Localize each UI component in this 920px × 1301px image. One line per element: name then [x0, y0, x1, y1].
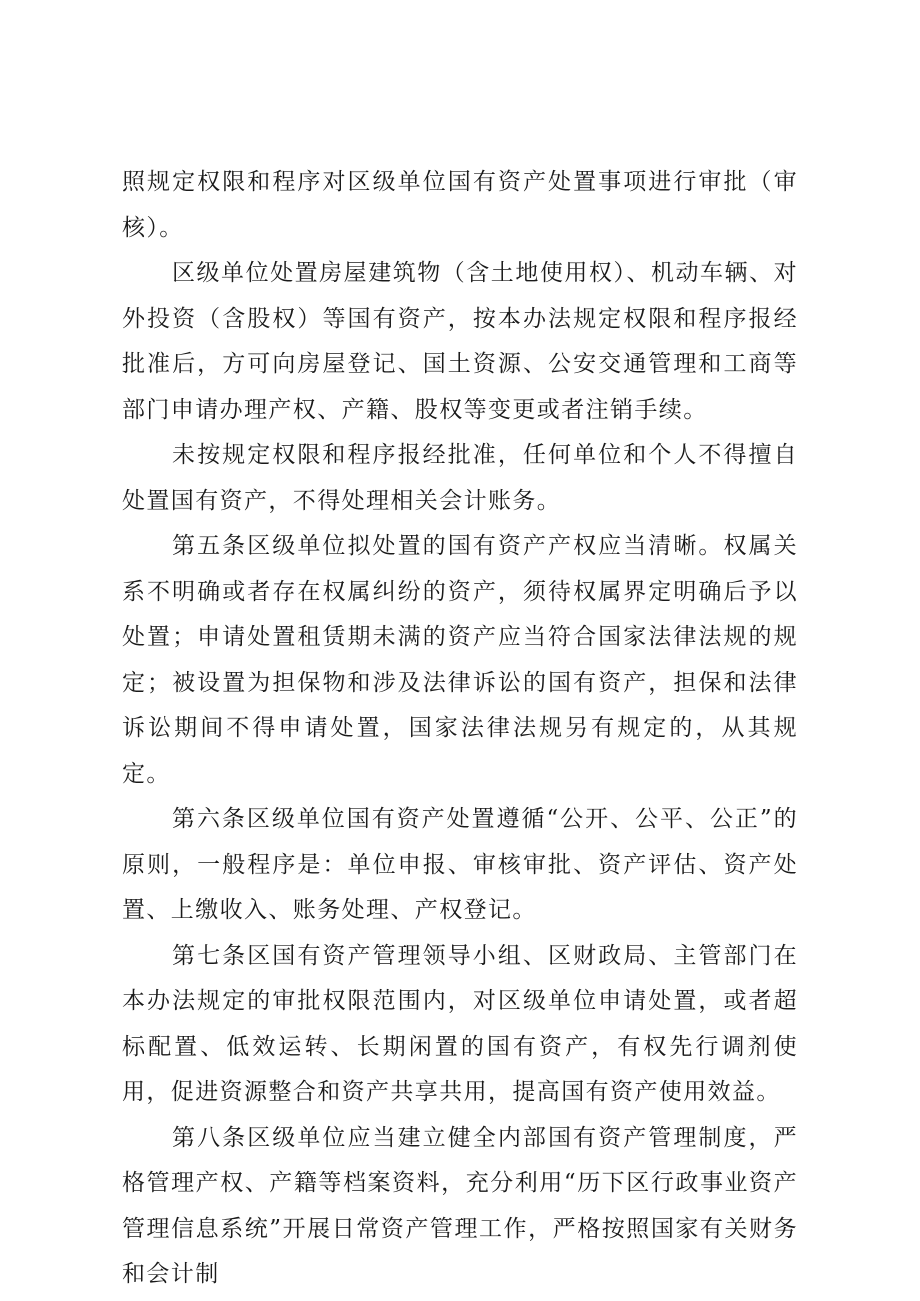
paragraph-article-8: 第八条区级单位应当建立健全内部国有资产管理制度，严格管理产权、产籍等档案资料，充分利用“历下区行政事业资产管理信息系统”开展日常资产管理工作，严格按照国家有关财务和会计制	[122, 1124, 798, 1287]
paragraph-article-5: 第五条区级单位拟处置的国有资产产权应当清晰。权属关系不明确或者存在权属纠纷的资产，须待权属界定明确后予以处置；申请处置租赁期未满的资产应当符合国家法律法规的规定；被设置为担保物和涉及法律诉讼的国有资产，担保和法律诉讼期间不得申请处置，国家法律法规另有规定的，从其规定。	[122, 533, 798, 787]
paragraph-article-6: 第六条区级单位国有资产处置遵循“公开、公平、公正”的原则，一般程序是：单位申报、审核审批、资产评估、资产处置、上缴收入、账务处理、产权登记。	[122, 806, 798, 923]
paragraph-article-7: 第七条区国有资产管理领导小组、区财政局、主管部门在本办法规定的审批权限范围内，对区级单位申请处置，或者超标配置、低效运转、长期闲置的国有资产，有权先行调剂使用，促进资源整合和资产共享共用，提高国有资产使用效益。	[122, 942, 798, 1105]
paragraph-1: 照规定权限和程序对区级单位国有资产处置事项进行审批（审核）。	[122, 169, 798, 241]
paragraph-3: 未按规定权限和程序报经批准，任何单位和个人不得擅自处置国有资产，不得处理相关会计账务。	[122, 442, 798, 514]
document-body	[122, 160, 798, 1298]
paragraph-2: 区级单位处置房屋建筑物（含土地使用权）、机动车辆、对外投资（含股权）等国有资产，按本办法规定权限和程序报经批准后，方可向房屋登记、国土资源、公安交通管理和工商等部门申请办理产权、产籍、股权等变更或者注销手续。	[122, 260, 798, 423]
